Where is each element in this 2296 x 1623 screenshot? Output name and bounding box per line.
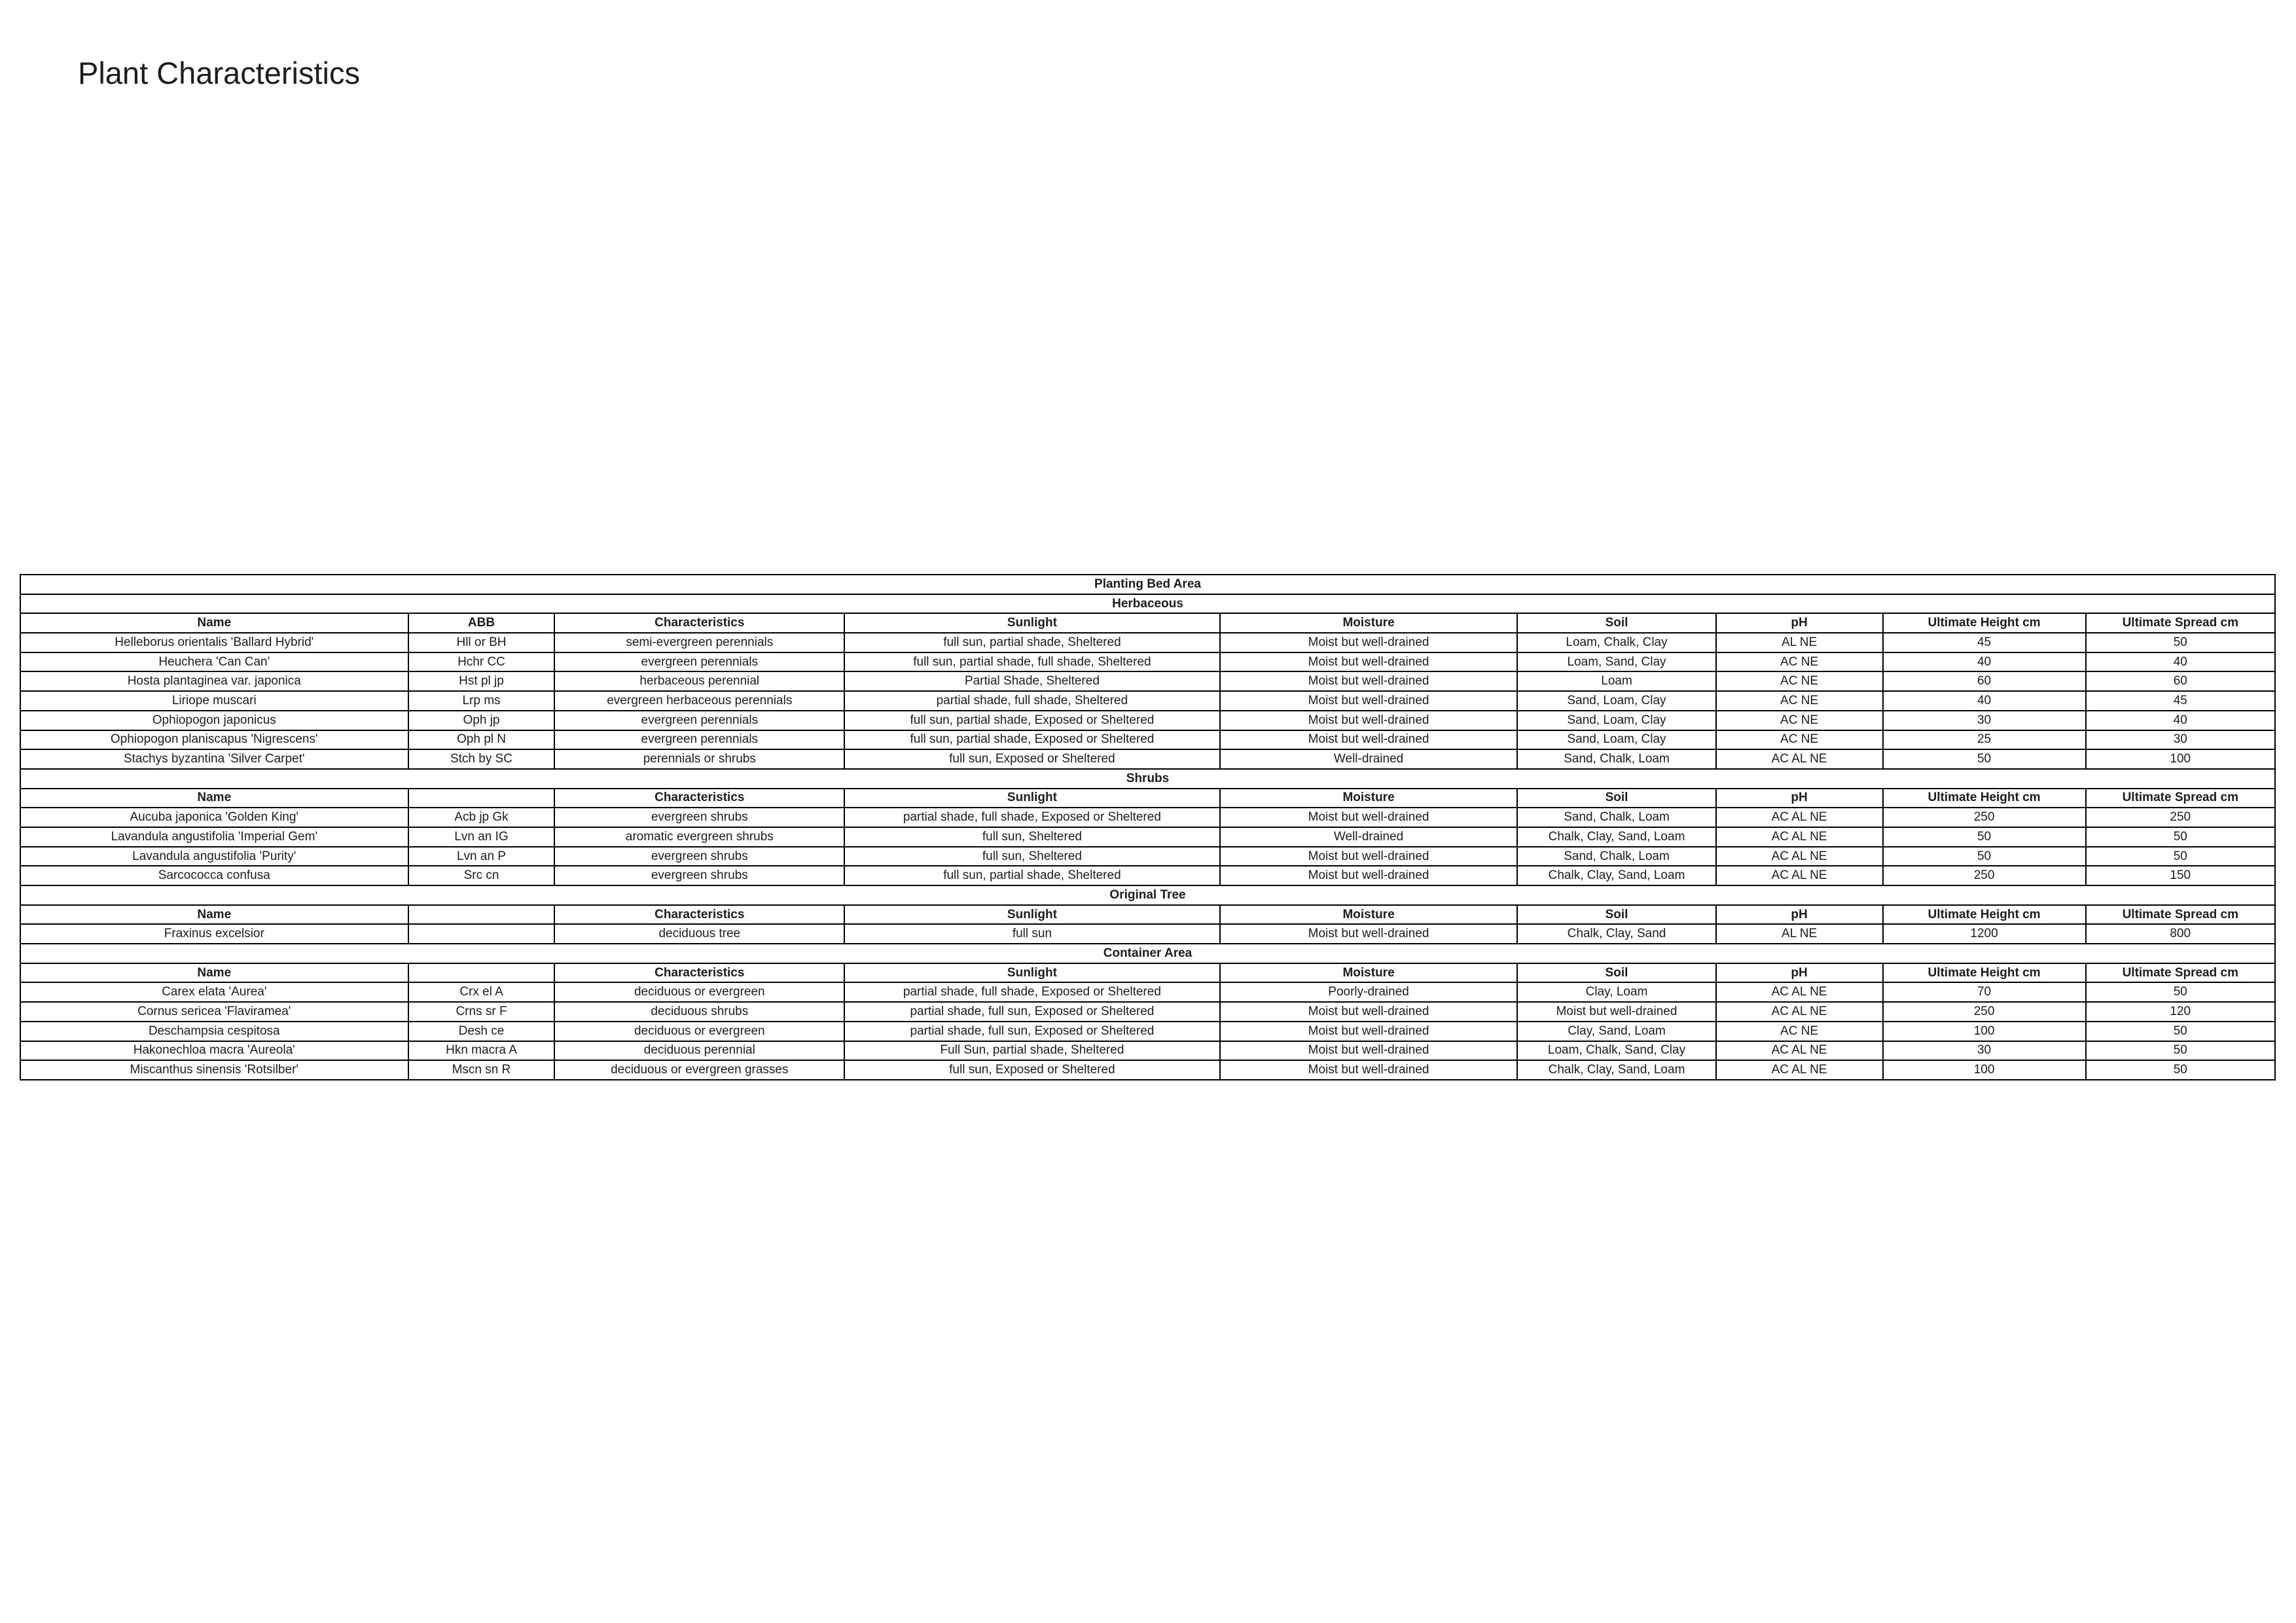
cell-characteristics: evergreen shrubs (554, 808, 844, 827)
cell-abb: Hchr CC (408, 652, 555, 672)
cell-sunlight: partial shade, full sun, Exposed or Sheltered (844, 1002, 1220, 1022)
cell-moisture: Moist but well-drained (1220, 1060, 1518, 1080)
cell-sunlight: partial shade, full shade, Sheltered (844, 691, 1220, 711)
section-header-container-area: Container Area (20, 944, 2275, 963)
cell-ph: AL NE (1716, 633, 1883, 652)
cell-moisture: Moist but well-drained (1220, 652, 1518, 672)
cell-ultimate-height-cm: 50 (1883, 847, 2086, 866)
column-header-row (20, 613, 2275, 633)
column-header-abb (408, 789, 555, 808)
column-header-sunlight: Sunlight (844, 613, 1220, 633)
table-row (20, 730, 2275, 750)
cell-soil: Chalk, Clay, Sand (1517, 924, 1715, 944)
cell-name: Aucuba japonica 'Golden King' (20, 808, 408, 827)
cell-ultimate-height-cm: 40 (1883, 691, 2086, 711)
column-header-soil: Soil (1517, 963, 1715, 983)
column-header-ph: pH (1716, 613, 1883, 633)
cell-moisture: Moist but well-drained (1220, 671, 1518, 691)
cell-characteristics: deciduous or evergreen (554, 1022, 844, 1041)
table-row (20, 847, 2275, 866)
cell-sunlight: full sun, partial shade, Sheltered (844, 633, 1220, 652)
column-header-ultimate-height-cm: Ultimate Height cm (1883, 905, 2086, 925)
cell-abb: Oph pl N (408, 730, 555, 750)
cell-soil: Moist but well-drained (1517, 1002, 1715, 1022)
cell-name: Ophiopogon planiscapus 'Nigrescens' (20, 730, 408, 750)
cell-ultimate-height-cm: 60 (1883, 671, 2086, 691)
cell-soil: Sand, Loam, Clay (1517, 691, 1715, 711)
column-header-name: Name (20, 905, 408, 925)
column-header-characteristics: Characteristics (554, 789, 844, 808)
cell-sunlight: full sun, partial shade, Exposed or Sheltered (844, 730, 1220, 750)
cell-name: Cornus sericea 'Flaviramea' (20, 1002, 408, 1022)
cell-ultimate-spread-cm: 100 (2086, 749, 2275, 769)
cell-ph: AC AL NE (1716, 1060, 1883, 1080)
cell-name: Stachys byzantina 'Silver Carpet' (20, 749, 408, 769)
cell-moisture: Well-drained (1220, 827, 1518, 847)
table-row (20, 1041, 2275, 1061)
cell-sunlight: partial shade, full shade, Exposed or Sheltered (844, 982, 1220, 1002)
cell-ultimate-height-cm: 100 (1883, 1060, 2086, 1080)
cell-ultimate-spread-cm: 800 (2086, 924, 2275, 944)
table-row (20, 671, 2275, 691)
column-header-characteristics: Characteristics (554, 963, 844, 983)
column-header-ultimate-height-cm: Ultimate Height cm (1883, 613, 2086, 633)
section-header-shrubs: Shrubs (20, 769, 2275, 789)
column-header-ultimate-spread-cm: Ultimate Spread cm (2086, 613, 2275, 633)
column-header-row (20, 963, 2275, 983)
cell-characteristics: herbaceous perennial (554, 671, 844, 691)
cell-sunlight: full sun, partial shade, Sheltered (844, 866, 1220, 885)
cell-moisture: Well-drained (1220, 749, 1518, 769)
cell-ultimate-height-cm: 40 (1883, 652, 2086, 672)
cell-abb: Acb jp Gk (408, 808, 555, 827)
table-row (20, 1060, 2275, 1080)
cell-sunlight: partial shade, full shade, Exposed or Sheltered (844, 808, 1220, 827)
cell-sunlight: full sun, Sheltered (844, 847, 1220, 866)
cell-characteristics: aromatic evergreen shrubs (554, 827, 844, 847)
cell-name: Hosta plantaginea var. japonica (20, 671, 408, 691)
cell-ph: AC NE (1716, 1022, 1883, 1041)
cell-characteristics: evergreen perennials (554, 711, 844, 730)
cell-ultimate-height-cm: 100 (1883, 1022, 2086, 1041)
cell-ultimate-height-cm: 25 (1883, 730, 2086, 750)
cell-ultimate-height-cm: 250 (1883, 808, 2086, 827)
cell-ph: AC AL NE (1716, 847, 1883, 866)
cell-soil: Sand, Chalk, Loam (1517, 847, 1715, 866)
section-header-original-tree: Original Tree (20, 885, 2275, 905)
cell-abb: Mscn sn R (408, 1060, 555, 1080)
cell-moisture: Moist but well-drained (1220, 866, 1518, 885)
cell-soil: Loam (1517, 671, 1715, 691)
cell-ultimate-spread-cm: 60 (2086, 671, 2275, 691)
cell-ultimate-spread-cm: 150 (2086, 866, 2275, 885)
cell-ultimate-spread-cm: 40 (2086, 711, 2275, 730)
column-header-ultimate-spread-cm: Ultimate Spread cm (2086, 905, 2275, 925)
plant-characteristics-table (20, 574, 2276, 1080)
column-header-characteristics: Characteristics (554, 613, 844, 633)
cell-soil: Sand, Loam, Clay (1517, 730, 1715, 750)
column-header-ph: pH (1716, 789, 1883, 808)
cell-ph: AC AL NE (1716, 1041, 1883, 1061)
cell-abb: Stch by SC (408, 749, 555, 769)
cell-sunlight: Partial Shade, Sheltered (844, 671, 1220, 691)
cell-sunlight: Full Sun, partial shade, Sheltered (844, 1041, 1220, 1061)
table-row (20, 1002, 2275, 1022)
cell-ultimate-height-cm: 1200 (1883, 924, 2086, 944)
table-row (20, 633, 2275, 652)
cell-soil: Loam, Chalk, Sand, Clay (1517, 1041, 1715, 1061)
cell-ph: AC AL NE (1716, 1002, 1883, 1022)
cell-ultimate-spread-cm: 45 (2086, 691, 2275, 711)
cell-abb: Oph jp (408, 711, 555, 730)
column-header-sunlight: Sunlight (844, 963, 1220, 983)
cell-ultimate-spread-cm: 50 (2086, 1060, 2275, 1080)
cell-soil: Chalk, Clay, Sand, Loam (1517, 866, 1715, 885)
cell-moisture: Moist but well-drained (1220, 711, 1518, 730)
table-row (20, 827, 2275, 847)
section-header-herbaceous: Herbaceous (20, 594, 2275, 614)
column-header-soil: Soil (1517, 905, 1715, 925)
column-header-moisture: Moisture (1220, 963, 1518, 983)
cell-name: Deschampsia cespitosa (20, 1022, 408, 1041)
cell-soil: Loam, Chalk, Clay (1517, 633, 1715, 652)
cell-ultimate-height-cm: 50 (1883, 749, 2086, 769)
cell-abb: Crx el A (408, 982, 555, 1002)
cell-abb: Hll or BH (408, 633, 555, 652)
cell-soil: Loam, Sand, Clay (1517, 652, 1715, 672)
cell-name: Ophiopogon japonicus (20, 711, 408, 730)
cell-name: Hakonechloa macra 'Aureola' (20, 1041, 408, 1061)
cell-ultimate-spread-cm: 40 (2086, 652, 2275, 672)
cell-ultimate-spread-cm: 120 (2086, 1002, 2275, 1022)
column-header-name: Name (20, 963, 408, 983)
table-row (20, 866, 2275, 885)
cell-ph: AC AL NE (1716, 827, 1883, 847)
cell-abb (408, 924, 555, 944)
cell-characteristics: evergreen herbaceous perennials (554, 691, 844, 711)
section-header-herbaceous-row (20, 594, 2275, 614)
column-header-abb (408, 905, 555, 925)
cell-sunlight: full sun, Exposed or Sheltered (844, 1060, 1220, 1080)
cell-characteristics: deciduous tree (554, 924, 844, 944)
column-header-ultimate-spread-cm: Ultimate Spread cm (2086, 963, 2275, 983)
cell-ph: AL NE (1716, 924, 1883, 944)
cell-characteristics: evergreen perennials (554, 652, 844, 672)
column-header-moisture: Moisture (1220, 613, 1518, 633)
section-header-container-area-row (20, 944, 2275, 963)
cell-moisture: Moist but well-drained (1220, 808, 1518, 827)
column-header-name: Name (20, 613, 408, 633)
cell-characteristics: deciduous or evergreen grasses (554, 1060, 844, 1080)
cell-characteristics: evergreen shrubs (554, 866, 844, 885)
cell-sunlight: full sun, partial shade, full shade, Sheltered (844, 652, 1220, 672)
cell-soil: Chalk, Clay, Sand, Loam (1517, 827, 1715, 847)
cell-ph: AC AL NE (1716, 982, 1883, 1002)
table-row (20, 711, 2275, 730)
cell-characteristics: deciduous shrubs (554, 1002, 844, 1022)
table-row (20, 749, 2275, 769)
cell-moisture: Moist but well-drained (1220, 1022, 1518, 1041)
cell-ultimate-spread-cm: 50 (2086, 827, 2275, 847)
column-header-soil: Soil (1517, 613, 1715, 633)
cell-ultimate-spread-cm: 50 (2086, 982, 2275, 1002)
table-row (20, 924, 2275, 944)
cell-ultimate-spread-cm: 50 (2086, 1022, 2275, 1041)
column-header-abb: ABB (408, 613, 555, 633)
cell-sunlight: partial shade, full sun, Exposed or Sheltered (844, 1022, 1220, 1041)
cell-abb: Lvn an P (408, 847, 555, 866)
cell-abb: Desh ce (408, 1022, 555, 1041)
cell-ultimate-spread-cm: 50 (2086, 1041, 2275, 1061)
column-header-name: Name (20, 789, 408, 808)
section-header-shrubs-row (20, 769, 2275, 789)
cell-name: Liriope muscari (20, 691, 408, 711)
cell-name: Lavandula angustifolia 'Imperial Gem' (20, 827, 408, 847)
column-header-ultimate-height-cm: Ultimate Height cm (1883, 963, 2086, 983)
table-row (20, 808, 2275, 827)
cell-name: Heuchera 'Can Can' (20, 652, 408, 672)
cell-moisture: Moist but well-drained (1220, 730, 1518, 750)
page-title: Plant Characteristics (78, 56, 360, 90)
cell-soil: Clay, Sand, Loam (1517, 1022, 1715, 1041)
column-header-characteristics: Characteristics (554, 905, 844, 925)
column-header-sunlight: Sunlight (844, 905, 1220, 925)
cell-moisture: Moist but well-drained (1220, 1002, 1518, 1022)
table-row (20, 1022, 2275, 1041)
table-row (20, 652, 2275, 672)
cell-abb: Crns sr F (408, 1002, 555, 1022)
cell-moisture: Moist but well-drained (1220, 924, 1518, 944)
table-body (20, 575, 2275, 1080)
cell-abb: Hkn macra A (408, 1041, 555, 1061)
cell-ph: AC NE (1716, 691, 1883, 711)
column-header-moisture: Moisture (1220, 905, 1518, 925)
column-header-ph: pH (1716, 905, 1883, 925)
cell-characteristics: semi-evergreen perennials (554, 633, 844, 652)
cell-characteristics: perennials or shrubs (554, 749, 844, 769)
column-header-ph: pH (1716, 963, 1883, 983)
cell-characteristics: evergreen perennials (554, 730, 844, 750)
cell-sunlight: full sun (844, 924, 1220, 944)
cell-ph: AC AL NE (1716, 749, 1883, 769)
column-header-row (20, 789, 2275, 808)
cell-ultimate-height-cm: 250 (1883, 866, 2086, 885)
cell-abb: Lrp ms (408, 691, 555, 711)
cell-soil: Sand, Loam, Clay (1517, 711, 1715, 730)
cell-name: Fraxinus excelsior (20, 924, 408, 944)
cell-soil: Chalk, Clay, Sand, Loam (1517, 1060, 1715, 1080)
column-header-moisture: Moisture (1220, 789, 1518, 808)
cell-sunlight: full sun, partial shade, Exposed or Sheltered (844, 711, 1220, 730)
cell-characteristics: deciduous perennial (554, 1041, 844, 1061)
column-header-soil: Soil (1517, 789, 1715, 808)
cell-ultimate-spread-cm: 250 (2086, 808, 2275, 827)
cell-soil: Sand, Chalk, Loam (1517, 808, 1715, 827)
cell-ultimate-height-cm: 30 (1883, 1041, 2086, 1061)
cell-ultimate-height-cm: 45 (1883, 633, 2086, 652)
cell-name: Lavandula angustifolia 'Purity' (20, 847, 408, 866)
cell-moisture: Moist but well-drained (1220, 1041, 1518, 1061)
area-header: Planting Bed Area (20, 575, 2275, 594)
cell-ph: AC AL NE (1716, 808, 1883, 827)
column-header-ultimate-spread-cm: Ultimate Spread cm (2086, 789, 2275, 808)
column-header-ultimate-height-cm: Ultimate Height cm (1883, 789, 2086, 808)
cell-moisture: Poorly-drained (1220, 982, 1518, 1002)
cell-soil: Clay, Loam (1517, 982, 1715, 1002)
cell-ultimate-spread-cm: 50 (2086, 633, 2275, 652)
cell-name: Sarcococca confusa (20, 866, 408, 885)
cell-sunlight: full sun, Exposed or Sheltered (844, 749, 1220, 769)
cell-ph: AC AL NE (1716, 866, 1883, 885)
cell-name: Miscanthus sinensis 'Rotsilber' (20, 1060, 408, 1080)
cell-abb: Hst pl jp (408, 671, 555, 691)
column-header-row (20, 905, 2275, 925)
cell-abb: Lvn an IG (408, 827, 555, 847)
cell-ultimate-height-cm: 50 (1883, 827, 2086, 847)
cell-moisture: Moist but well-drained (1220, 691, 1518, 711)
cell-name: Carex elata 'Aurea' (20, 982, 408, 1002)
cell-ph: AC NE (1716, 671, 1883, 691)
cell-name: Helleborus orientalis 'Ballard Hybrid' (20, 633, 408, 652)
cell-ultimate-spread-cm: 30 (2086, 730, 2275, 750)
section-header-original-tree-row (20, 885, 2275, 905)
cell-moisture: Moist but well-drained (1220, 633, 1518, 652)
cell-ph: AC NE (1716, 652, 1883, 672)
cell-characteristics: evergreen shrubs (554, 847, 844, 866)
table-row (20, 691, 2275, 711)
cell-soil: Sand, Chalk, Loam (1517, 749, 1715, 769)
cell-ph: AC NE (1716, 711, 1883, 730)
column-header-abb (408, 963, 555, 983)
cell-ph: AC NE (1716, 730, 1883, 750)
cell-ultimate-height-cm: 30 (1883, 711, 2086, 730)
cell-sunlight: full sun, Sheltered (844, 827, 1220, 847)
cell-moisture: Moist but well-drained (1220, 847, 1518, 866)
cell-ultimate-height-cm: 250 (1883, 1002, 2086, 1022)
column-header-sunlight: Sunlight (844, 789, 1220, 808)
cell-ultimate-height-cm: 70 (1883, 982, 2086, 1002)
cell-abb: Src cn (408, 866, 555, 885)
cell-characteristics: deciduous or evergreen (554, 982, 844, 1002)
area-header-row (20, 575, 2275, 594)
cell-ultimate-spread-cm: 50 (2086, 847, 2275, 866)
table-row (20, 982, 2275, 1002)
